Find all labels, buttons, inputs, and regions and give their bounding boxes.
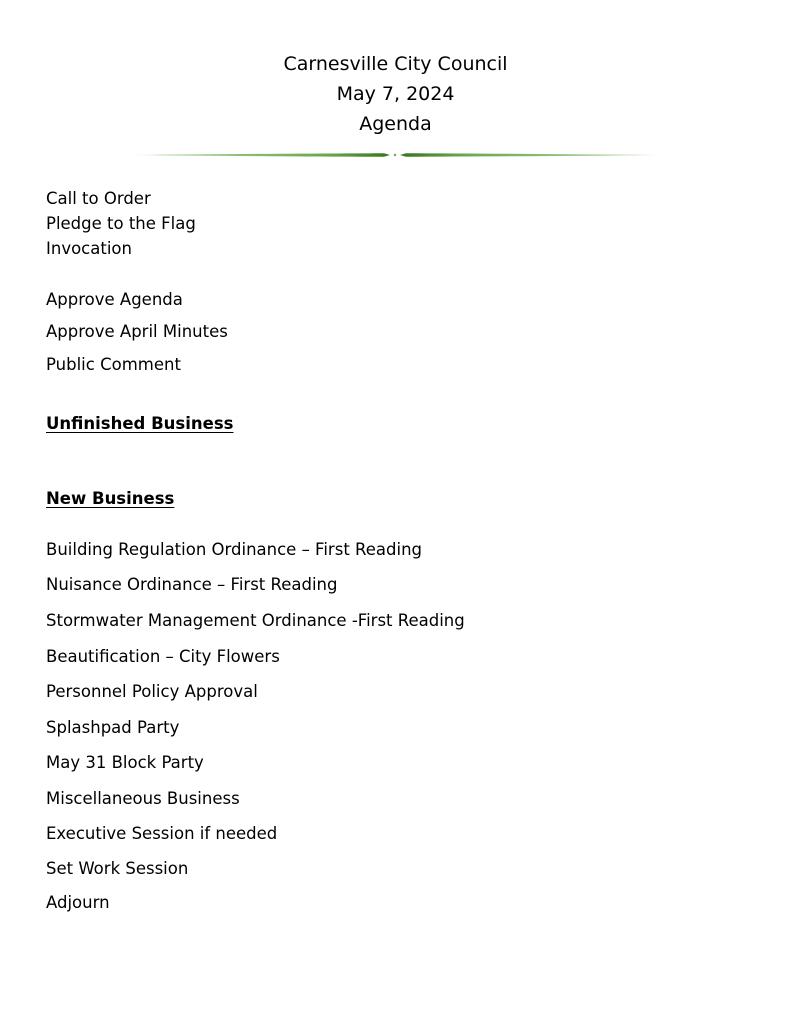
agenda-item-approve-agenda: Approve Agenda [46, 290, 183, 309]
agenda-item-splashpad-party: Splashpad Party [46, 718, 180, 737]
agenda-item-stormwater: Stormwater Management Ordinance -First Reading [46, 611, 465, 630]
document-type-title: Agenda [359, 113, 432, 135]
agenda-item-invocation: Invocation [46, 239, 132, 258]
agenda-item-personnel-policy: Personnel Policy Approval [46, 682, 258, 701]
agenda-item-beautification: Beautification – City Flowers [46, 647, 280, 666]
new-business-heading: New Business [46, 489, 175, 508]
agenda-item-miscellaneous: Miscellaneous Business [46, 789, 240, 808]
divider-center-dot [394, 154, 396, 156]
agenda-item-building-regulation: Building Regulation Ordinance – First Reading [46, 540, 423, 559]
agenda-item-executive-session: Executive Session if needed [46, 824, 278, 843]
agenda-item-call-to-order: Call to Order [46, 189, 151, 208]
divider-right-stroke [400, 153, 656, 157]
agenda-item-pledge: Pledge to the Flag [46, 214, 196, 233]
agenda-item-approve-minutes: Approve April Minutes [46, 322, 228, 341]
agenda-item-block-party: May 31 Block Party [46, 753, 204, 772]
meeting-date: May 7, 2024 [336, 83, 455, 105]
organization-title: Carnesville City Council [283, 53, 508, 75]
decorative-divider [134, 149, 656, 161]
agenda-item-nuisance-ordinance: Nuisance Ordinance – First Reading [46, 575, 338, 594]
agenda-item-work-session: Set Work Session [46, 859, 189, 878]
agenda-item-public-comment: Public Comment [46, 355, 181, 374]
unfinished-business-heading: Unfinished Business [46, 414, 234, 433]
agenda-item-adjourn: Adjourn [46, 893, 110, 912]
divider-left-stroke [134, 153, 390, 157]
